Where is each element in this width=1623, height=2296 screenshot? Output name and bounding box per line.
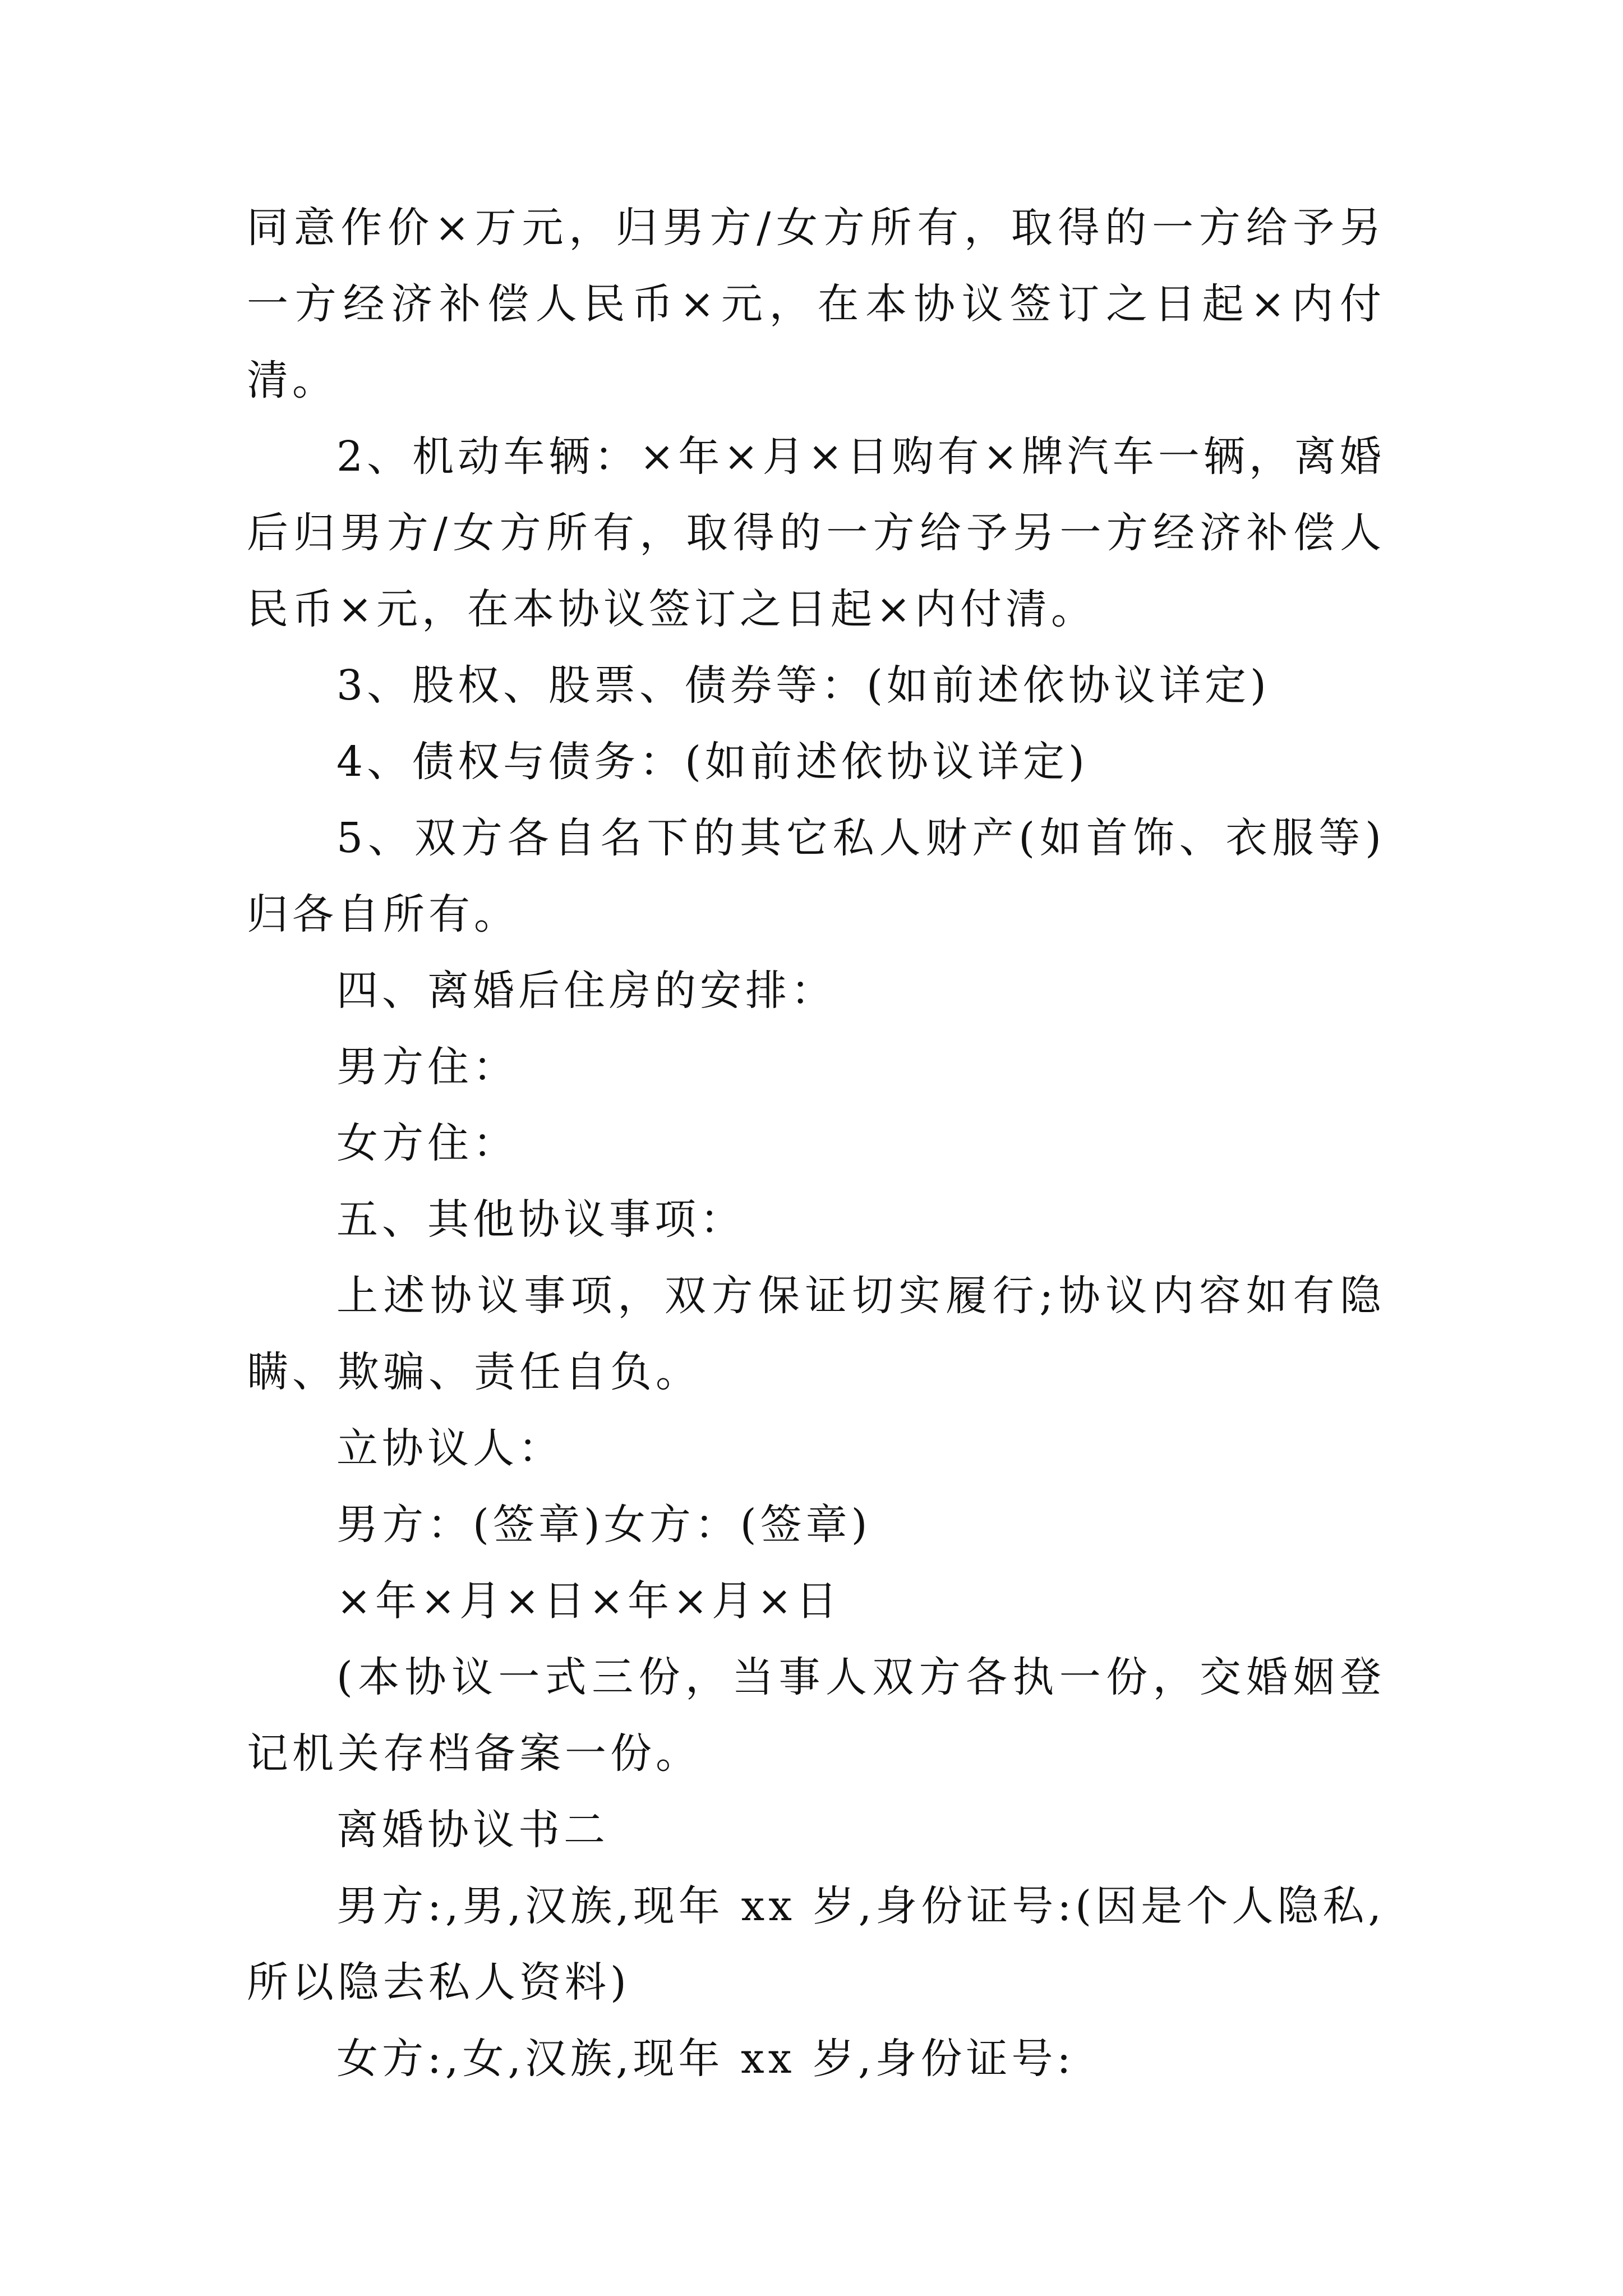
document-title: 离婚协议书二 <box>336 1806 609 1854</box>
paragraph: 5、双方各自名下的其它私人财产(如首饰、衣服等)归各自所有。 <box>247 814 1385 938</box>
paragraph: (本协议一式三份，当事人双方各执一份，交婚姻登记机关存档备案一份。 <box>247 1653 1385 1778</box>
paragraph: 女方住： <box>336 1119 518 1167</box>
paragraph: 同意作价×万元，归男方/女方所有，取得的一方给予另一方经济补偿人民币×元，在本协议签订之日起×内付清。 <box>247 204 1385 404</box>
paragraph: 2、机动车辆：×年×月×日购有×牌汽车一辆，离婚后归男方/女方所有，取得的一方给予另一方经济补偿人民币×元，在本协议签订之日起×内付清。 <box>247 432 1385 633</box>
paragraph: 上述协议事项，双方保证切实履行;协议内容如有隐瞒、欺骗、责任自负。 <box>247 1272 1385 1396</box>
paragraph: 男方住： <box>336 1043 518 1091</box>
paragraph: 4、债权与债务：(如前述依协议详定) <box>336 738 1089 786</box>
signature-line: 男方：(签章)女方：(签章) <box>336 1501 872 1549</box>
date-line: ×年×月×日×年×月×日 <box>336 1577 842 1625</box>
section-heading: 四、离婚后住房的安排： <box>336 967 836 1015</box>
paragraph: 3、股权、股票、债券等：(如前述依协议详定) <box>336 661 1270 710</box>
paragraph: 女方:,女,汉族,现年 xx 岁,身份证号: <box>336 2035 1075 2083</box>
document-body <box>247 190 1385 2097</box>
section-heading: 五、其他协议事项： <box>336 1195 745 1244</box>
paragraph: 立协议人： <box>336 1424 564 1473</box>
paragraph: 男方:,男,汉族,现年 xx 岁,身份证号:(因是个人隐私,所以隐去私人资料) <box>247 1882 1385 2007</box>
